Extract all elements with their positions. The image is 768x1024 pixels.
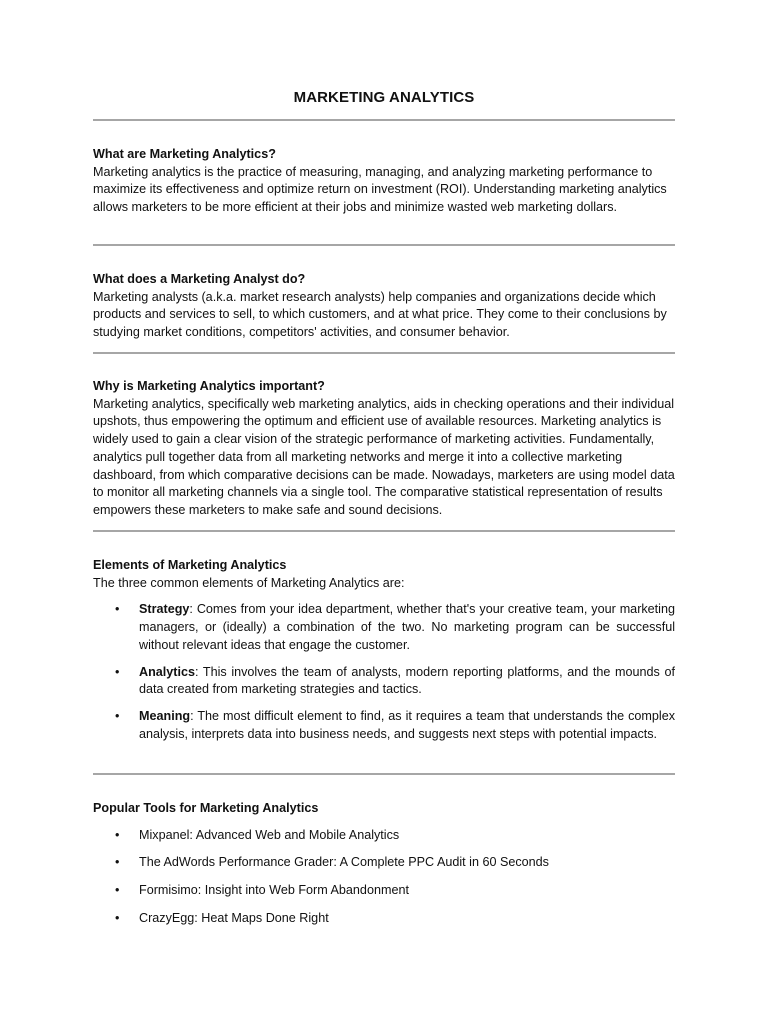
section-intro: The three common elements of Marketing Analytics are: xyxy=(93,575,405,590)
tool-name: Mixpanel: Advanced Web and Mobile Analytics xyxy=(139,827,400,842)
section-analyst-role xyxy=(93,271,675,342)
section-body: Marketing analytics is the practice of measuring, managing, and analyzing marketing performance to maximize its effectiveness and optimize return on investment (ROI). Understanding marketing analytics allows marketers to be more efficient at their jobs and minimize wasted web marketing dollars. xyxy=(93,164,667,215)
bullet-icon: • xyxy=(115,708,120,723)
list-item xyxy=(93,708,675,743)
list-item xyxy=(93,601,675,654)
section-body: Marketing analysts (a.k.a. market research analysts) help companies and organizations decide which products and services to sell, to which customers, and at what price. They come to their conclusions by studying market conditions, competitors' activities, and consumer behavior. xyxy=(93,289,667,340)
section-heading: Popular Tools for Marketing Analytics xyxy=(93,801,319,815)
element-term: Analytics xyxy=(139,664,195,679)
tool-name: The AdWords Performance Grader: A Complete PPC Audit in 60 Seconds xyxy=(139,855,549,870)
list-item xyxy=(93,827,675,845)
list-item xyxy=(93,664,675,699)
section-importance xyxy=(93,378,675,520)
section-heading: Elements of Marketing Analytics xyxy=(93,558,287,572)
divider xyxy=(93,773,675,775)
bullet-icon: • xyxy=(115,883,120,898)
section-heading: What are Marketing Analytics? xyxy=(93,147,276,161)
list-item xyxy=(93,882,675,900)
section-tools xyxy=(93,800,675,928)
section-elements xyxy=(93,557,675,743)
element-term: Strategy xyxy=(139,602,190,617)
tools-list xyxy=(93,827,675,928)
document-title: MARKETING ANALYTICS xyxy=(293,89,475,106)
element-term: Meaning xyxy=(139,708,191,723)
bullet-icon: • xyxy=(115,827,120,842)
divider xyxy=(93,119,675,121)
divider xyxy=(93,530,675,532)
bullet-icon: • xyxy=(115,602,120,617)
element-description: : The most difficult element to find, as it requires a team that understands the complex analysis, interprets data into business needs, and suggests next steps with potential impacts. xyxy=(139,708,675,741)
elements-list xyxy=(93,601,675,743)
tool-name: CrazyEgg: Heat Maps Done Right xyxy=(139,910,329,925)
list-item xyxy=(93,854,675,872)
bullet-icon: • xyxy=(115,910,120,925)
bullet-icon: • xyxy=(115,855,120,870)
bullet-icon: • xyxy=(115,664,120,679)
section-what-are xyxy=(93,146,675,217)
list-item xyxy=(93,910,675,928)
section-heading: Why is Marketing Analytics important? xyxy=(93,379,325,393)
section-body: Marketing analytics, specifically web marketing analytics, aids in checking operations and their individual upshots, thus empowering the optimum and efficient use of available resources. Marketing analytics is widely used to gain a clear vision of the strategic performance of marketing activities. Fundamentally, analytics pull together data from all marketing networks and merge it into a collective marketing dashboard, from which comparative decisions can be made. Nowadays, marketers are using model data to monitor all marketing channels via a single tool. The comparative statistical representation of results empowers these marketers to make safe and sound decisions. xyxy=(93,396,675,517)
element-description: : This involves the team of analysts, modern reporting platforms, and the mounds of data created from marketing strategies and tactics. xyxy=(139,664,675,697)
divider xyxy=(93,244,675,246)
tool-name: Formisimo: Insight into Web Form Abandonment xyxy=(139,883,409,898)
section-heading: What does a Marketing Analyst do? xyxy=(93,272,306,286)
divider xyxy=(93,352,675,354)
element-description: : Comes from your idea department, whether that's your creative team, your marketing managers, or (ideally) a combination of the two. No marketing program can be successful without relevant ideas that engage the customer. xyxy=(139,602,675,652)
